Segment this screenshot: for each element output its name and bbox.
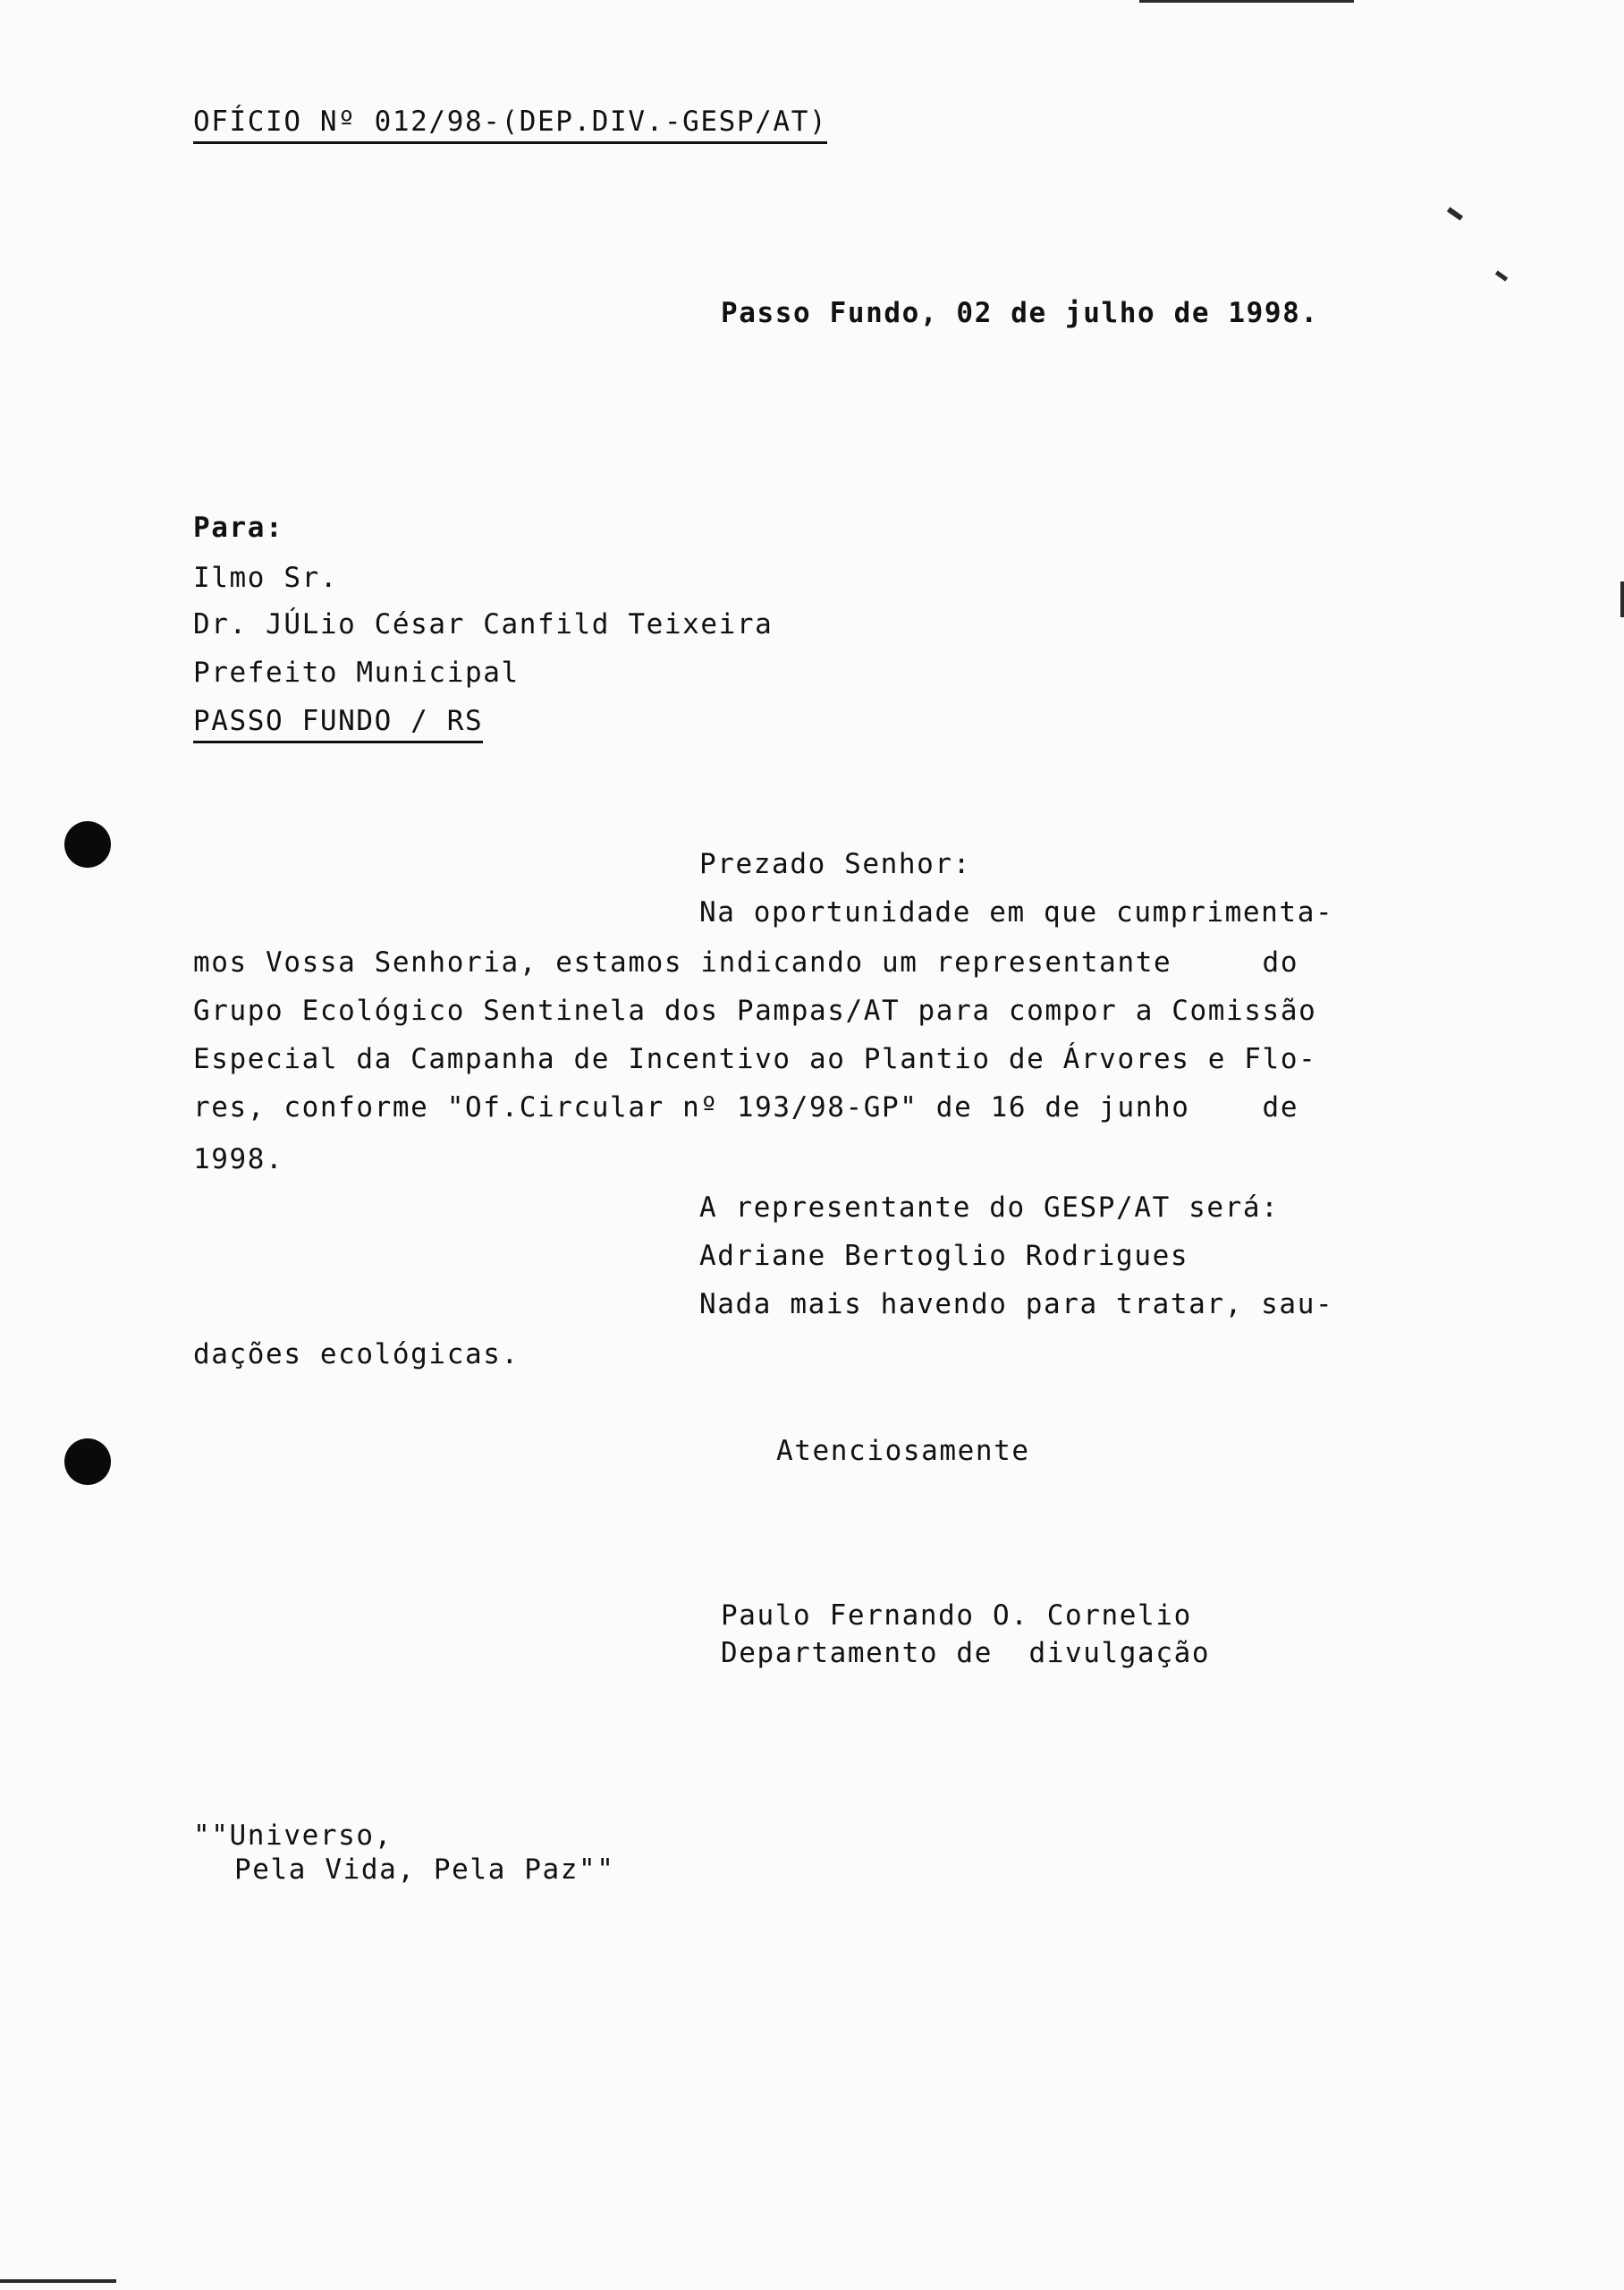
motto-line-1: ""Universo,: [193, 1819, 393, 1852]
body-line: 1998.: [193, 1143, 284, 1175]
closing: Atenciosamente: [776, 1435, 1030, 1467]
scan-edge-mark: [0, 2279, 116, 2283]
date-line: Passo Fundo, 02 de julho de 1998.: [721, 297, 1319, 329]
body-line: Na oportunidade em que cumprimenta-: [699, 896, 1334, 929]
recipient-salutation: Ilmo Sr.: [193, 562, 339, 594]
recipient-label: Para:: [193, 512, 284, 544]
scan-edge-mark: [1620, 581, 1624, 617]
body-line: Especial da Campanha de Incentivo ao Plantio de Árvores e Flo-: [193, 1043, 1317, 1075]
signature-name: Paulo Fernando O. Cornelio: [721, 1599, 1192, 1632]
recipient-name: Dr. JÚLio César Canfild Teixeira: [193, 608, 774, 640]
motto-line-2: Pela Vida, Pela Paz"": [234, 1853, 615, 1886]
representative-name: Adriane Bertoglio Rodrigues: [699, 1240, 1189, 1272]
punch-hole-top: [64, 821, 111, 868]
signature-department: Departamento de divulgação: [721, 1637, 1211, 1669]
punch-hole-bottom: [64, 1438, 111, 1485]
body-line: res, conforme "Of.Circular nº 193/98-GP" de 16 de junho de: [193, 1091, 1299, 1124]
greeting: Prezado Senhor:: [699, 848, 971, 880]
body-line: Nada mais havendo para tratar, sau-: [699, 1288, 1334, 1320]
scan-edge-mark: [1447, 207, 1463, 220]
recipient-location: PASSO FUNDO / RS: [193, 703, 483, 743]
scan-edge-mark: [1139, 0, 1354, 3]
document-reference: OFÍCIO Nº 012/98-(DEP.DIV.-GESP/AT): [193, 104, 827, 144]
body-line: Grupo Ecológico Sentinela dos Pampas/AT para compor a Comissão: [193, 995, 1317, 1027]
scan-edge-mark: [1495, 270, 1508, 281]
body-line: A representante do GESP/AT será:: [699, 1192, 1280, 1224]
body-line: dações ecológicas.: [193, 1338, 520, 1370]
body-line: mos Vossa Senhoria, estamos indicando um representante do: [193, 946, 1299, 979]
recipient-title: Prefeito Municipal: [193, 657, 520, 689]
